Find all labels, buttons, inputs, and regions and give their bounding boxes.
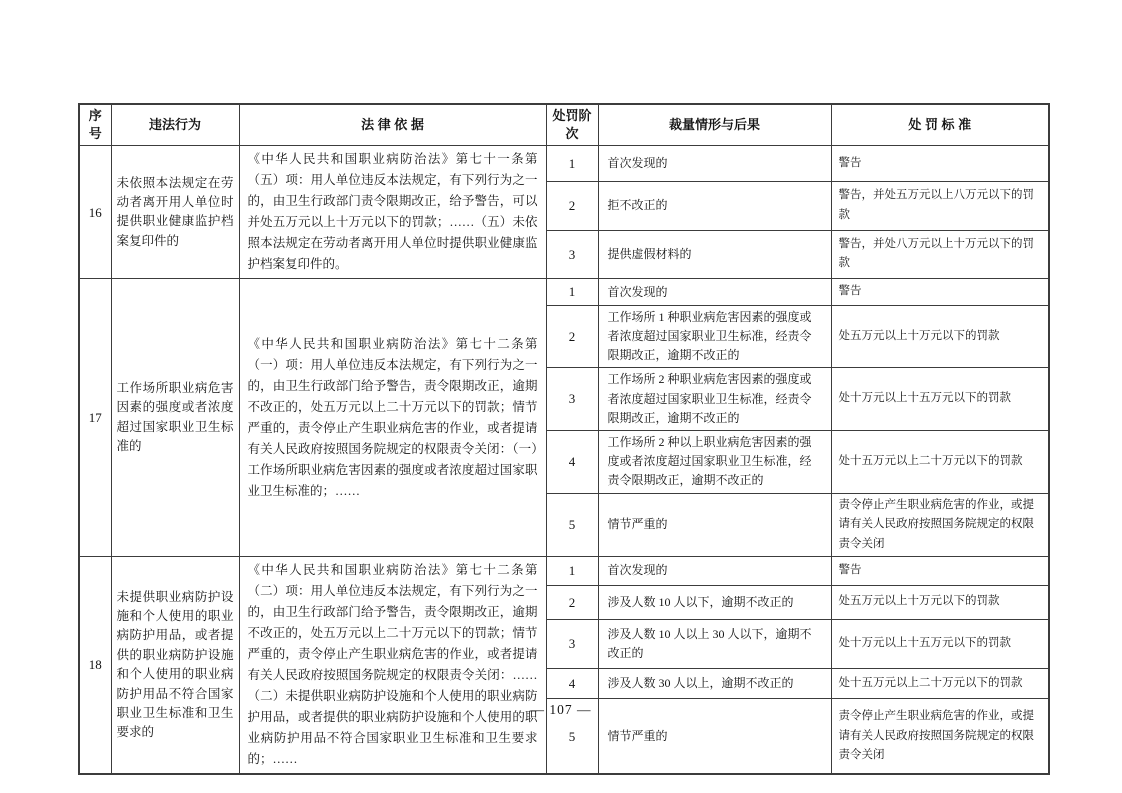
header-legal-basis: 法 律 依 据 bbox=[239, 104, 546, 146]
standard-cell: 处十万元以上十五万元以下的罚款 bbox=[831, 368, 1049, 431]
standard-cell: 警告 bbox=[831, 279, 1049, 305]
situation-cell: 涉及人数 10 人以下，逾期不改正的 bbox=[598, 585, 831, 619]
stage-number-cell: 1 bbox=[546, 146, 598, 181]
situation-cell: 涉及人数 10 人以上 30 人以下，逾期不改正的 bbox=[598, 619, 831, 668]
stage-number-cell: 2 bbox=[546, 305, 598, 368]
situation-cell: 首次发现的 bbox=[598, 557, 831, 585]
standard-cell: 警告，并处八万元以上十万元以下的罚款 bbox=[831, 230, 1049, 279]
table-row bbox=[79, 557, 1049, 585]
legal-basis-cell: 《中华人民共和国职业病防治法》第七十二条第（二）项：用人单位违反本法规定，有下列行为之一的，由卫生行政部门给予警告，责令限期改正，逾期不改正的，处五万元以上二十万元以下的罚款；情节严重的，责令停止产生职业病危害的作业，或者提请有关人民政府按照国务院规定的权限责令关闭：……（二）未提供职业病防护设施和个人使用的职业病防护用品，或者提供的职业病防护设施和个人使用的职业病防护用品不符合国家职业卫生标准和卫生要求的；…… bbox=[239, 557, 546, 775]
legal-basis-cell: 《中华人民共和国职业病防治法》第七十二条第（一）项：用人单位违反本法规定，有下列行为之一的，由卫生行政部门给予警告，责令限期改正，逾期不改正的，处五万元以上二十万元以下的罚款；情节严重的，责令停止产生职业病危害的作业，或者提请有关人民政府按照国务院规定的权限责令关闭：（一）工作场所职业病危害因素的强度或者浓度超过国家职业卫生标准的；…… bbox=[239, 279, 546, 557]
page-number: — 107 — bbox=[530, 702, 592, 717]
table-row bbox=[79, 146, 1049, 181]
header-violation: 违法行为 bbox=[111, 104, 239, 146]
standard-cell: 处十五万元以上二十万元以下的罚款 bbox=[831, 430, 1049, 493]
situation-cell: 提供虚假材料的 bbox=[598, 230, 831, 279]
standard-cell: 处十万元以上十五万元以下的罚款 bbox=[831, 619, 1049, 668]
stage-number-cell: 3 bbox=[546, 230, 598, 279]
header-seq: 序号 bbox=[79, 104, 111, 146]
legal-basis-cell: 《中华人民共和国职业病防治法》第七十一条第（五）项：用人单位违反本法规定，有下列行为之一的，由卫生行政部门责令限期改正，给予警告，可以并处五万元以上十万元以下的罚款；……（五）未依照本法规定在劳动者离开用人单位时提供职业健康监护档案复印件的。 bbox=[239, 146, 546, 279]
seq-cell: 17 bbox=[79, 279, 111, 557]
standard-cell: 处十五万元以上二十万元以下的罚款 bbox=[831, 669, 1049, 699]
table-row bbox=[79, 279, 1049, 305]
situation-cell: 首次发现的 bbox=[598, 279, 831, 305]
situation-cell: 首次发现的 bbox=[598, 146, 831, 181]
table-header-row bbox=[79, 104, 1049, 146]
standard-cell: 处五万元以上十万元以下的罚款 bbox=[831, 305, 1049, 368]
seq-cell: 18 bbox=[79, 557, 111, 775]
stage-number-cell: 5 bbox=[546, 493, 598, 557]
situation-cell: 工作场所 2 种职业病危害因素的强度或者浓度超过国家职业卫生标准，经责令限期改正，逾期不改正的 bbox=[598, 368, 831, 431]
header-situation: 裁量情形与后果 bbox=[598, 104, 831, 146]
standard-cell: 责令停止产生职业病危害的作业，或提请有关人民政府按照国务院规定的权限责令关闭 bbox=[831, 699, 1049, 774]
stage-number-cell: 2 bbox=[546, 585, 598, 619]
stage-number-cell: 3 bbox=[546, 368, 598, 431]
situation-cell: 工作场所 2 种以上职业病危害因素的强度或者浓度超过国家职业卫生标准，经责令限期改正，逾期不改正的 bbox=[598, 430, 831, 493]
seq-cell: 16 bbox=[79, 146, 111, 279]
stage-number-cell: 1 bbox=[546, 279, 598, 305]
stage-number-cell: 3 bbox=[546, 619, 598, 668]
situation-cell: 情节严重的 bbox=[598, 493, 831, 557]
penalty-standards-table bbox=[78, 103, 1050, 775]
stage-number-cell: 2 bbox=[546, 181, 598, 230]
situation-cell: 情节严重的 bbox=[598, 699, 831, 774]
violation-cell: 工作场所职业病危害因素的强度或者浓度超过国家职业卫生标准的 bbox=[111, 279, 239, 557]
situation-cell: 拒不改正的 bbox=[598, 181, 831, 230]
header-penalty-stage: 处罚阶次 bbox=[546, 104, 598, 146]
stage-number-cell: 4 bbox=[546, 430, 598, 493]
standard-cell: 警告 bbox=[831, 146, 1049, 181]
stage-number-cell: 4 bbox=[546, 669, 598, 699]
violation-cell: 未依照本法规定在劳动者离开用人单位时提供职业健康监护档案复印件的 bbox=[111, 146, 239, 279]
header-penalty-standard: 处 罚 标 准 bbox=[831, 104, 1049, 146]
situation-cell: 涉及人数 30 人以上，逾期不改正的 bbox=[598, 669, 831, 699]
stage-number-cell: 1 bbox=[546, 557, 598, 585]
stage-number-cell: 5 bbox=[546, 699, 598, 774]
standard-cell: 警告 bbox=[831, 557, 1049, 585]
violation-cell: 未提供职业病防护设施和个人使用的职业病防护用品，或者提供的职业病防护设施和个人使用的职业病防护用品不符合国家职业卫生标准和卫生要求的 bbox=[111, 557, 239, 775]
situation-cell: 工作场所 1 种职业病危害因素的强度或者浓度超过国家职业卫生标准，经责令限期改正，逾期不改正的 bbox=[598, 305, 831, 368]
standard-cell: 责令停止产生职业病危害的作业，或提请有关人民政府按照国务院规定的权限责令关闭 bbox=[831, 493, 1049, 557]
standard-cell: 处五万元以上十万元以下的罚款 bbox=[831, 585, 1049, 619]
standard-cell: 警告，并处五万元以上八万元以下的罚款 bbox=[831, 181, 1049, 230]
